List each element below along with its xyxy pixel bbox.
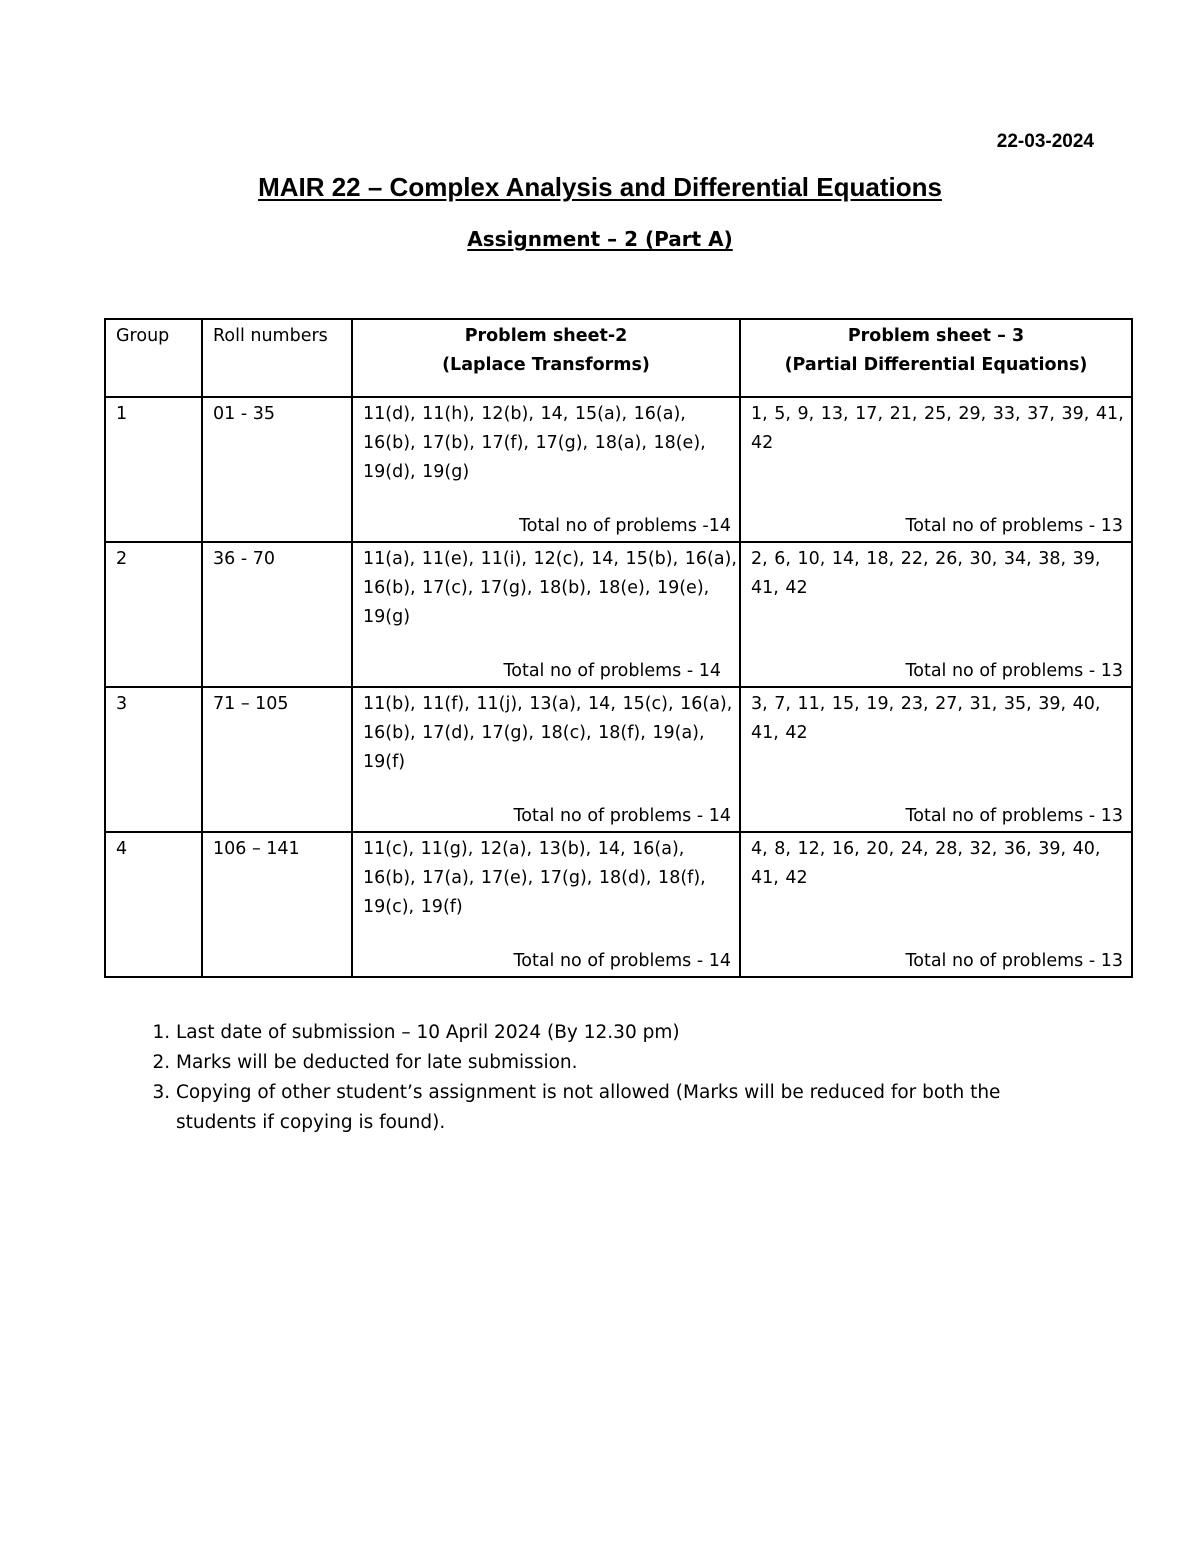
sheet2-cell — [352, 832, 740, 977]
notes-list — [136, 1018, 1076, 1138]
sheet2-cell — [352, 397, 740, 542]
sheet3-total: Total no of problems - 13 — [905, 951, 1123, 971]
group-cell: 3 — [105, 687, 202, 832]
header-group: Group — [105, 319, 202, 397]
sheet2-total: Total no of problems - 14 — [513, 806, 731, 826]
sheet3-cell — [740, 542, 1132, 687]
sheet3-total: Total no of problems - 13 — [905, 661, 1123, 681]
document-subtitle: Assignment – 2 (Part A) — [467, 227, 733, 251]
sheet3-cell — [740, 832, 1132, 977]
table-body — [105, 397, 1132, 977]
note-item: 2. Marks will be deducted for late submission. — [176, 1048, 1076, 1078]
group-cell: 2 — [105, 542, 202, 687]
header-roll-numbers: Roll numbers — [202, 319, 352, 397]
sheet3-problems: 4, 8, 12, 16, 20, 24, 28, 32, 36, 39, 40, 41, 42 — [751, 839, 1101, 888]
sheet3-cell — [740, 397, 1132, 542]
header-problem-sheet-2 — [352, 319, 740, 397]
sheet2-cell — [352, 687, 740, 832]
table-row — [105, 832, 1132, 977]
group-cell: 4 — [105, 832, 202, 977]
header-sheet3-title: Problem sheet – 3 — [847, 326, 1025, 346]
document-date: 22-03-2024 — [996, 131, 1094, 152]
table-row — [105, 397, 1132, 542]
sheet3-problems: 3, 7, 11, 15, 19, 23, 27, 31, 35, 39, 40, 41, 42 — [751, 694, 1101, 743]
table-header — [105, 319, 1132, 397]
sheet2-total: Total no of problems - 14 — [513, 951, 731, 971]
assignment-table — [104, 318, 1133, 978]
header-sheet3-subtitle: (Partial Differential Equations) — [784, 355, 1088, 375]
header-sheet2-title: Problem sheet-2 — [464, 326, 628, 346]
roll-cell: 106 – 141 — [202, 832, 352, 977]
header-row — [105, 319, 1132, 397]
roll-cell: 01 - 35 — [202, 397, 352, 542]
sheet3-problems: 2, 6, 10, 14, 18, 22, 26, 30, 34, 38, 39, 41, 42 — [751, 549, 1101, 598]
sheet2-total: Total no of problems - 14 — [503, 661, 721, 681]
sheet3-problems: 1, 5, 9, 13, 17, 21, 25, 29, 33, 37, 39, 41, 42 — [751, 404, 1124, 453]
header-problem-sheet-3 — [740, 319, 1132, 397]
note-item: 3. Copying of other student’s assignment is not allowed (Marks will be reduced for both the students if copying is found). — [176, 1078, 1076, 1138]
header-sheet2-subtitle: (Laplace Transforms) — [442, 355, 650, 375]
sheet3-total: Total no of problems - 13 — [905, 806, 1123, 826]
group-cell: 1 — [105, 397, 202, 542]
sheet2-total: Total no of problems -14 — [519, 516, 731, 536]
sheet3-total: Total no of problems - 13 — [905, 516, 1123, 536]
sheet2-problems: 11(a), 11(e), 11(i), 12(c), 14, 15(b), 16(a), 16(b), 17(c), 17(g), 18(b), 18(e), 19(e), 19(g) — [363, 549, 737, 627]
note-item: 1. Last date of submission – 10 April 2024 (By 12.30 pm) — [176, 1018, 1076, 1048]
sheet2-problems: 11(b), 11(f), 11(j), 13(a), 14, 15(c), 16(a), 16(b), 17(d), 17(g), 18(c), 18(f), 19(a), 19(f) — [363, 694, 733, 772]
roll-cell: 36 - 70 — [202, 542, 352, 687]
table-row — [105, 542, 1132, 687]
table-row — [105, 687, 1132, 832]
sheet2-cell — [352, 542, 740, 687]
sheet2-problems: 11(c), 11(g), 12(a), 13(b), 14, 16(a), 16(b), 17(a), 17(e), 17(g), 18(d), 18(f), 19(c), 19(f) — [363, 839, 706, 917]
sheet3-cell — [740, 687, 1132, 832]
roll-cell: 71 – 105 — [202, 687, 352, 832]
sheet2-problems: 11(d), 11(h), 12(b), 14, 15(a), 16(a), 16(b), 17(b), 17(f), 17(g), 18(a), 18(e), 19(d), 19(g) — [363, 404, 706, 482]
document-title: MAIR 22 – Complex Analysis and Differential Equations — [258, 172, 942, 202]
